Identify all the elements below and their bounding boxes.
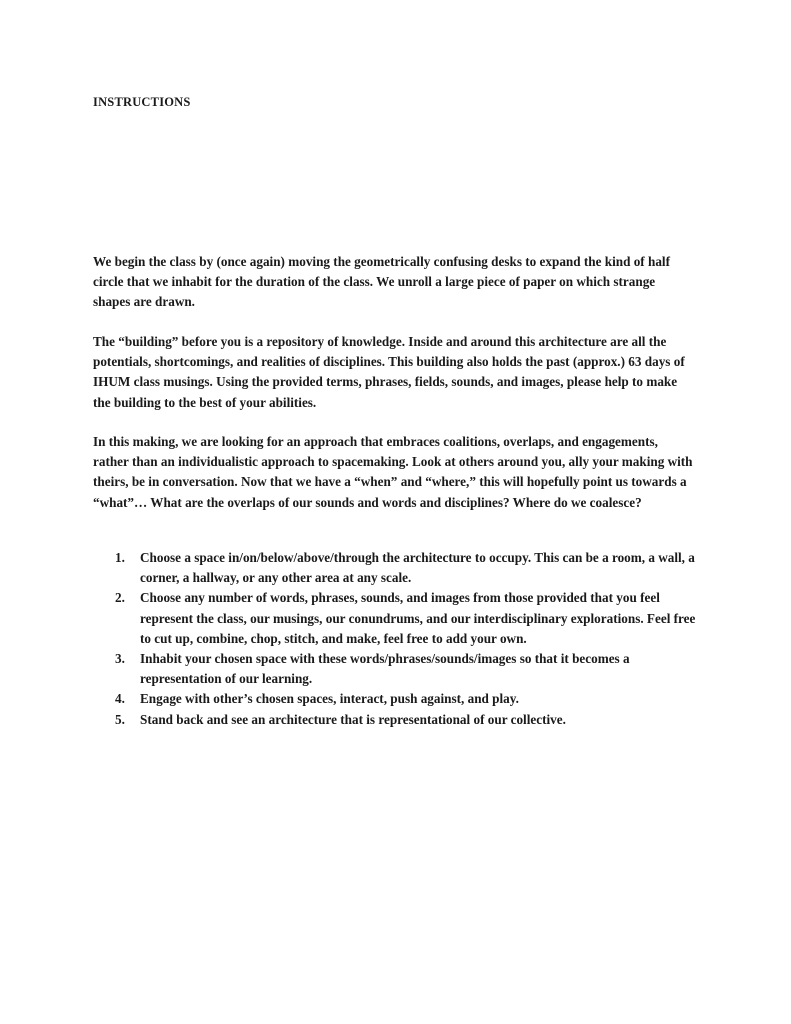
- step-text: Inhabit your chosen space with these words/phrases/sounds/images so that it becomes a representation of our learning.: [140, 651, 630, 687]
- step-text: Choose a space in/on/below/above/through the architecture to occupy. This can be a room, a wall, a corner, a hallway, or any other area at any scale.: [140, 550, 695, 586]
- step-text: Stand back and see an architecture that is representational of our collective.: [140, 711, 566, 727]
- building-paragraph: The “building” before you is a repository of knowledge. Inside and around this architecture are all the potentials, shortcomings, and realities of disciplines. This building also holds the past (approx.) 63 days of IHUM class musings. Using the provided terms, phrases, fields, sounds, and images, please help to make the building to the best of your abilities.: [93, 334, 685, 410]
- instruction-steps-list: [93, 548, 699, 730]
- step-number: 4.: [115, 691, 125, 707]
- step-item: [93, 588, 699, 649]
- step-text: Choose any number of words, phrases, sounds, and images from those provided that you feel represent the class, our musings, our conundrums, and our interdisciplinary explorations. Feel free to cut up, combine, chop, stitch, and make, feel free to add your own.: [140, 590, 696, 646]
- intro-paragraph: We begin the class by (once again) moving the geometrically confusing desks to expand the kind of half circle that we inhabit for the duration of the class. We unroll a large piece of paper on which strange shapes are drawn.: [93, 254, 670, 310]
- step-number: 3.: [115, 651, 125, 667]
- step-item: [93, 649, 699, 689]
- making-paragraph: In this making, we are looking for an approach that embraces coalitions, overlaps, and engagements, rather than an individualistic approach to spacemaking. Look at others around you, ally your making with theirs, be in conversation. Now that we have a “when” and “where,” this will hopefully point us towards a “what”… What are the overlaps of our sounds and words and disciplines? Where do we coalesce?: [93, 434, 693, 510]
- step-item: [93, 689, 699, 709]
- step-item: [93, 710, 699, 730]
- step-number: 5.: [115, 711, 125, 727]
- step-number: 2.: [115, 590, 125, 606]
- step-text: Engage with other’s chosen spaces, interact, push against, and play.: [140, 691, 519, 707]
- page-heading: INSTRUCTIONS: [93, 95, 191, 109]
- step-number: 1.: [115, 550, 125, 565]
- step-item: [93, 548, 699, 588]
